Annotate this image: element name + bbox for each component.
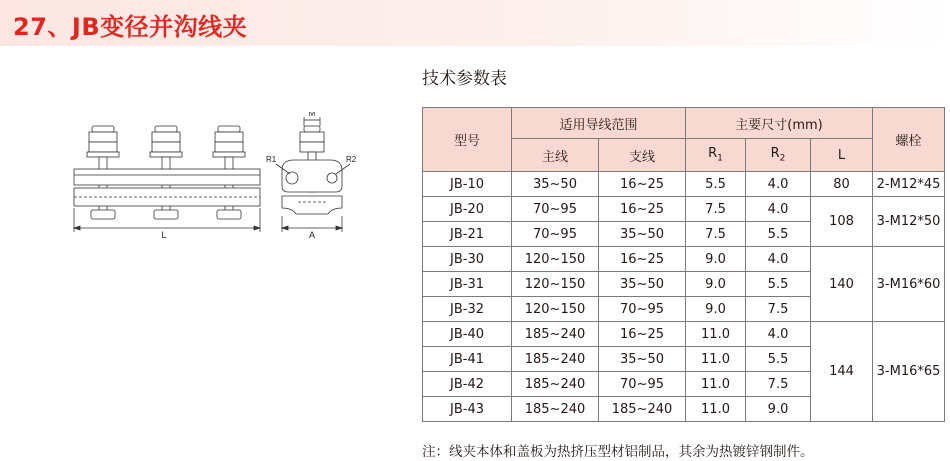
cell-r2: 5.5 [746,222,811,247]
cell-model: JB-40 [423,322,512,347]
header-bolt: 螺栓 [873,108,945,172]
table-row [423,247,945,272]
cell-r1: 9.0 [686,247,746,272]
cell-bolt: 2-M12*45 [873,172,945,197]
cell-r2: 4.0 [746,322,811,347]
table-row [423,322,945,347]
footnote: 注：线夹本体和盖板为热挤压型材铝制品，其余为热镀锌钢制件。 [422,444,814,460]
cell-branch: 70~95 [599,297,686,322]
header-dims: 主要尺寸(mm) [686,108,873,139]
cell-main: 185~240 [512,347,599,372]
cell-r1: 11.0 [686,372,746,397]
cell-r2: 9.0 [746,397,811,422]
cell-l: 144 [811,322,873,422]
cell-branch: 185~240 [599,397,686,422]
dim-label-a: A [308,230,316,240]
header-main: 主线 [512,139,599,172]
cell-main: 120~150 [512,297,599,322]
cell-r1: 11.0 [686,397,746,422]
cell-r2: 5.5 [746,347,811,372]
cell-branch: 16~25 [599,197,686,222]
title-bar [0,0,950,46]
cell-branch: 16~25 [599,172,686,197]
cell-branch: 35~50 [599,347,686,372]
header-branch: 支线 [599,139,686,172]
cell-r1: 9.0 [686,272,746,297]
cell-l: 108 [811,197,873,247]
cell-branch: 35~50 [599,272,686,297]
section-title: 技术参数表 [422,69,507,89]
cell-main: 35~50 [512,172,599,197]
dim-label-r1: R1 [266,155,277,164]
cell-model: JB-43 [423,397,512,422]
header-l: L [811,139,873,172]
cell-r2: 7.5 [746,297,811,322]
cell-r1: 7.5 [686,222,746,247]
cell-model: JB-42 [423,372,512,397]
cell-r2: 7.5 [746,372,811,397]
cell-model: JB-31 [423,272,512,297]
header-row [423,108,945,139]
cell-model: JB-20 [423,197,512,222]
table-row [423,172,945,197]
cell-main: 70~95 [512,197,599,222]
page-title: 27、JB变径并沟线夹 [13,13,248,41]
cell-r1: 7.5 [686,197,746,222]
dim-label-l: L [161,230,167,240]
cell-model: JB-30 [423,247,512,272]
cell-model: JB-32 [423,297,512,322]
cell-r2: 4.0 [746,172,811,197]
cell-r2: 4.0 [746,247,811,272]
dim-label-r2: R2 [346,155,357,164]
cell-r2: 5.5 [746,272,811,297]
cell-model: JB-10 [423,172,512,197]
header-model: 型号 [423,108,512,172]
cell-branch: 16~25 [599,247,686,272]
side-view [276,117,350,232]
cell-branch: 35~50 [599,222,686,247]
cell-branch: 70~95 [599,372,686,397]
clamp-drawing [70,112,370,242]
cell-bolt: 3-M16*65 [873,322,945,422]
dim-label-m: M [308,112,316,118]
cell-model: JB-21 [423,222,512,247]
cell-l: 140 [811,247,873,322]
cell-main: 185~240 [512,372,599,397]
spec-table [422,107,945,422]
cell-r1: 5.5 [686,172,746,197]
cell-branch: 16~25 [599,322,686,347]
cell-bolt: 3-M16*60 [873,247,945,322]
cell-main: 185~240 [512,397,599,422]
header-r1: $R_1$ [686,139,746,172]
cell-r2: 4.0 [746,197,811,222]
cell-l: 80 [811,172,873,197]
cell-r1: 11.0 [686,322,746,347]
header-r2: $R_2$ [746,139,811,172]
cell-model: JB-41 [423,347,512,372]
cell-main: 120~150 [512,272,599,297]
cell-r1: 9.0 [686,297,746,322]
header-range: 适用导线范围 [512,108,686,139]
cell-main: 70~95 [512,222,599,247]
cell-main: 185~240 [512,322,599,347]
cell-r1: 11.0 [686,347,746,372]
cell-main: 120~150 [512,247,599,272]
cell-bolt: 3-M12*50 [873,197,945,247]
table-row [423,197,945,222]
front-view [74,126,260,232]
